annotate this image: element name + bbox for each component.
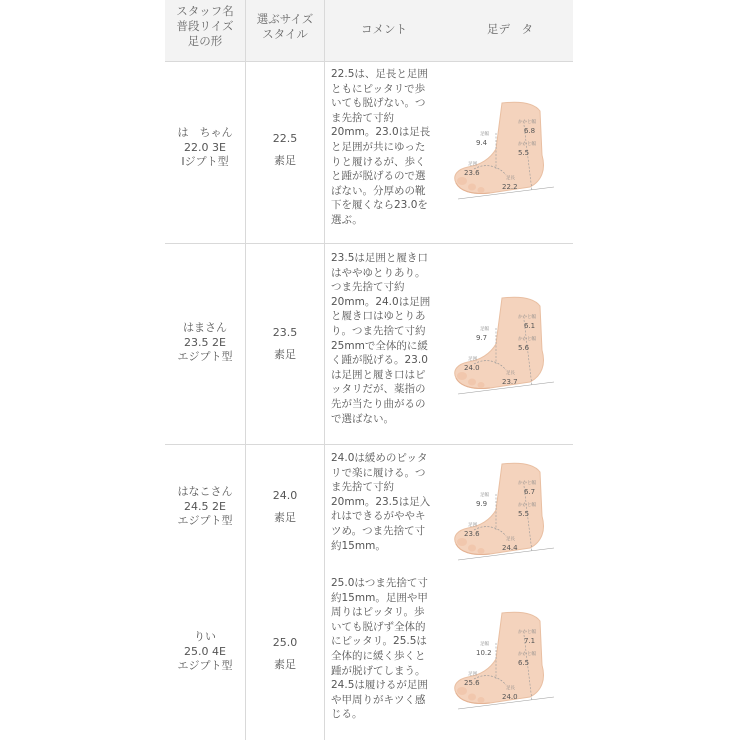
foot-value-b: 6.1 [524,322,536,330]
comment-line: 25.0はつま先捨て寸 [331,577,428,589]
comment-line: 全体的に緩く歩くと [331,649,426,662]
foot-label-a: 足幅 [480,493,489,498]
comment-line: ッタリだが、薬指の [331,383,426,396]
foot-label-a: 足幅 [480,327,489,332]
size-cell [246,128,324,172]
foot-illustration [450,605,570,717]
usual-size: 24.5 2E [184,499,226,513]
foot-value-c: 25.6 [464,679,480,687]
staff-cell [165,321,245,365]
comment-line: と履き口はゆとりあ [331,310,426,323]
foot-label-b: かかと幅 [518,120,536,125]
comment-line: にピッタリ。25.5は [331,635,427,648]
header-staff-col [165,4,245,49]
comment-line: 周りはピッタリ。歩 [331,606,425,619]
comment-line: いても脱げない。つ [331,97,426,110]
comment-line: や甲周りがキツく感 [331,693,426,706]
staff-cell [165,485,245,529]
foot-shape: エジプト型 [177,350,233,363]
comment-line: リで楽に履ける。つ [331,466,426,479]
comment-line: は足囲と履き口はピ [331,368,426,381]
foot-value-c: 23.6 [464,169,480,177]
comment-line: 22.5は、足長と足囲 [331,68,428,80]
foot-shape-icon [455,297,544,388]
foot-label-c: 足囲 [468,523,477,528]
foot-shape-icon [455,463,544,554]
foot-shape-icon [455,102,544,193]
comment-cell [331,576,441,722]
foot-value-e: 5.5 [518,510,530,518]
header-staff-name: スタッフ名 [176,4,234,18]
row-divider [165,61,573,62]
comment-line: はややゆとりあり。 [331,266,426,279]
foot-label-c: 足囲 [468,357,477,362]
staff-name: は ちゃん [177,126,233,139]
chosen-size: 24.0 [272,489,298,502]
foot-diagram [450,456,570,568]
foot-value-b: 6.8 [524,127,536,135]
foot-value-d: 24.4 [502,544,518,552]
comment-cell [331,451,441,553]
chosen-size: 25.0 [272,636,298,649]
foot-diagram [450,290,570,402]
foot-value-b: 7.1 [524,637,536,645]
foot-value-d: 24.0 [502,693,518,701]
foot-value-c: 23.6 [464,530,480,538]
foot-diagram [450,95,570,207]
comment-line: と足囲が共にゆった [331,140,426,153]
foot-value-a: 10.2 [476,649,492,657]
comment-line: ともにピッタリで歩 [331,82,426,95]
foot-label-d: 足長 [506,176,515,181]
chosen-size: 22.5 [272,132,298,145]
comment-line: り。つま先捨て寸約 [331,324,426,337]
foot-value-a: 9.7 [476,334,488,342]
header-style: スタイル [262,27,308,41]
foot-label-a: 足幅 [480,642,489,647]
comment-line: 先が当たり曲がるの [331,397,426,410]
foot-value-d: 22.2 [502,183,518,191]
comment-line: ま先捨て寸約 [331,111,394,124]
comment-line: と踵が脱げるので選 [331,170,426,183]
comment-line: で選ばない。 [331,412,394,425]
foot-illustration [450,95,570,207]
comment-line: 踵が脱げてしまう。 [331,664,426,677]
size-cell [246,632,324,676]
comment-line: りと履けるが、歩く [331,155,426,168]
header-chosen-size: 選ぶサイズ [256,12,314,26]
wear-style: 素足 [274,348,296,361]
foot-diagram [450,605,570,717]
foot-label-d: 足長 [506,686,515,691]
foot-shape-icon [455,612,544,703]
header-foot-shape: 足の形 [187,34,223,48]
foot-illustration [450,290,570,402]
col-divider [245,0,246,740]
comment-line: く踵が脱げる。23.0 [331,354,428,367]
foot-label-e: かかと幅 [518,337,536,342]
comment-line: 24.0は緩めのピッタ [331,452,428,464]
size-table [165,0,573,740]
comment-line: 約15mm。 [331,539,386,552]
comment-line: 23.5は足囲と履き口 [331,252,428,264]
foot-label-d: 足長 [506,537,515,542]
foot-value-b: 6.7 [524,488,536,496]
usual-size: 25.0 4E [184,644,226,658]
foot-value-d: 23.7 [502,378,518,386]
comment-line: 選ぶ。 [331,213,363,226]
staff-name: はなこさん [177,485,233,498]
comment-line: ま先捨て寸約 [331,481,394,494]
comment-line: 約15mm。足囲や甲 [331,591,428,604]
foot-value-e: 5.5 [518,149,530,157]
header-foot-data: 足デ タ [487,22,533,36]
comment-line: 下を履くなら23.0を [331,199,428,212]
foot-label-b: かかと幅 [518,315,536,320]
row-divider [165,444,573,445]
comment-line: 24.5は履けるが足囲 [331,679,428,692]
comment-line: 20mm。23.5は足入 [331,495,431,508]
foot-value-e: 5.6 [518,344,530,352]
wear-style: 素足 [274,511,296,524]
foot-label-c: 足囲 [468,162,477,167]
staff-cell [165,630,245,674]
wear-style: 素足 [274,658,296,671]
comment-line: いても脱げず全体的 [331,620,426,633]
foot-label-a: 足幅 [480,132,489,137]
chosen-size: 23.5 [272,326,298,339]
staff-name: はまさん [183,321,227,334]
header-usual-size: 普段リイズ [176,19,234,33]
foot-label-e: かかと幅 [518,142,536,147]
staff-name: りい [194,630,216,643]
comment-line: つま先捨て寸約 [331,281,405,294]
usual-size: 22.0 3E [184,140,226,154]
size-cell [246,322,324,366]
col-divider [324,0,325,740]
header-comment: コメント [361,22,407,36]
comment-line: れはできるがややキ [331,510,426,523]
comment-line: 20mm。23.0は足長 [331,126,431,139]
comment-cell [331,67,441,228]
comment-line: ツめ。つま先捨て寸 [331,524,426,537]
foot-label-b: かかと幅 [518,630,536,635]
foot-shape: エジプト型 [177,659,233,672]
foot-value-a: 9.4 [476,139,488,147]
comment-line: 25mmで全体的に緩 [331,339,428,352]
foot-illustration [450,456,570,568]
comment-line: ばない。分厚めの靴 [331,184,426,197]
foot-label-b: かかと幅 [518,481,536,486]
foot-shape: Iジプト型 [181,155,229,168]
foot-label-c: 足囲 [468,672,477,677]
foot-value-c: 24.0 [464,364,480,372]
wear-style: 素足 [274,154,296,167]
comment-line: 20mm。24.0は足囲 [331,295,431,308]
foot-value-e: 6.5 [518,659,530,667]
comment-cell [331,251,441,426]
foot-label-e: かかと幅 [518,652,536,657]
foot-label-e: かかと幅 [518,503,536,508]
foot-shape: エジプト型 [177,514,233,527]
staff-cell [165,126,245,170]
comment-line: じる。 [331,708,363,721]
row-divider [165,243,573,244]
size-cell [246,485,324,529]
usual-size: 23.5 2E [184,335,226,349]
foot-label-d: 足長 [506,371,515,376]
foot-value-a: 9.9 [476,500,488,508]
header-size-col [246,12,324,42]
